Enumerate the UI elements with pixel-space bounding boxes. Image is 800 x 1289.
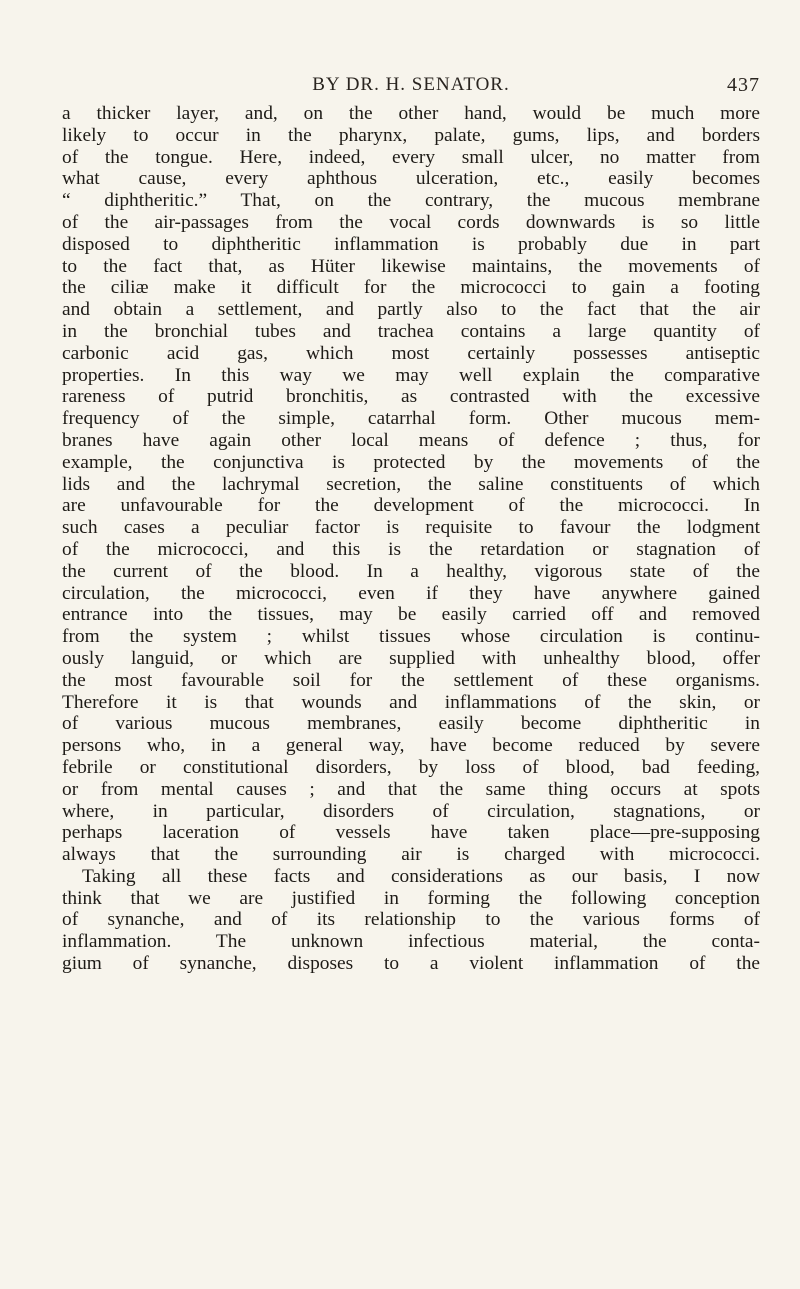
text-line: properties. In this way we may well explain the comparative (62, 364, 760, 386)
text-line: frequency of the simple, catarrhal form. Other mucous mem- (62, 408, 760, 430)
text-line: circulation, the micrococci, even if they have anywhere gained (62, 582, 760, 604)
text-line: think that we are justified in forming the following conception (62, 887, 760, 909)
running-title: BY DR. H. SENATOR. (312, 74, 510, 95)
running-head (62, 74, 760, 98)
text-line: febrile or constitutional disorders, by loss of blood, bad feeding, (62, 756, 760, 778)
text-line: in the bronchial tubes and trachea contains a large quantity of (62, 320, 760, 342)
text-line: always that the surrounding air is charged with micrococci. (62, 844, 760, 866)
text-line: disposed to diphtheritic inflammation is probably due in part (62, 233, 760, 255)
text-line: Taking all these facts and considerations as our basis, I now (82, 865, 760, 887)
text-line: the current of the blood. In a healthy, vigorous state of the (62, 560, 760, 582)
text-line: of synanche, and of its relationship to the various forms of (62, 909, 760, 931)
text-line: lids and the lachrymal secretion, the saline constituents of which (62, 473, 760, 495)
text-line: of the micrococci, and this is the retardation or stagnation of (62, 538, 760, 560)
text-line: example, the conjunctiva is protected by the movements of the (62, 451, 760, 473)
text-line: persons who, in a general way, have become reduced by severe (62, 735, 760, 757)
text-line: from the system ; whilst tissues whose circulation is continu- (62, 626, 760, 648)
text-line: of the tongue. Here, indeed, every small ulcer, no matter from (62, 146, 760, 168)
text-line: where, in particular, disorders of circulation, stagnations, or (62, 800, 760, 822)
text-line: branes have again other local means of defence ; thus, for (62, 429, 760, 451)
text-line: and obtain a settlement, and partly also to the fact that the air (62, 299, 760, 321)
text-line: the ciliæ make it difficult for the micrococci to gain a footing (62, 277, 760, 299)
text-line: likely to occur in the pharynx, palate, gums, lips, and borders (62, 124, 760, 146)
text-line: “ diphtheritic.” That, on the contrary, the mucous membrane (62, 190, 760, 212)
text-line: what cause, every aphthous ulceration, etc., easily becomes (62, 168, 760, 190)
text-line: of the air-passages from the vocal cords downwards is so little (62, 211, 760, 233)
text-line: gium of synanche, disposes to a violent inflammation of the (62, 953, 760, 975)
text-line: such cases a peculiar factor is requisite to favour the lodgment (62, 517, 760, 539)
text-line: inflammation. The unknown infectious material, the conta- (62, 931, 760, 953)
text-line: or from mental causes ; and that the same thing occurs at spots (62, 778, 760, 800)
text-line: perhaps laceration of vessels have taken place—pre-supposing (62, 822, 760, 844)
text-line: of various mucous membranes, easily become diphtheritic in (62, 713, 760, 735)
text-line: ously languid, or which are supplied with unhealthy blood, offer (62, 647, 760, 669)
text-line: entrance into the tissues, may be easily carried off and removed (62, 604, 760, 626)
body-text (62, 103, 760, 975)
text-line: a thicker layer, and, on the other hand, would be much more (62, 103, 760, 124)
text-line: the most favourable soil for the settlement of these organisms. (62, 669, 760, 691)
page-number: 437 (727, 74, 760, 96)
text-line: Therefore it is that wounds and inflammations of the skin, or (62, 691, 760, 713)
text-line: to the fact that, as Hüter likewise maintains, the movements of (62, 255, 760, 277)
text-line: are unfavourable for the development of the micrococci. In (62, 495, 760, 517)
text-line: carbonic acid gas, which most certainly possesses antiseptic (62, 342, 760, 364)
text-line: rareness of putrid bronchitis, as contrasted with the excessive (62, 386, 760, 408)
